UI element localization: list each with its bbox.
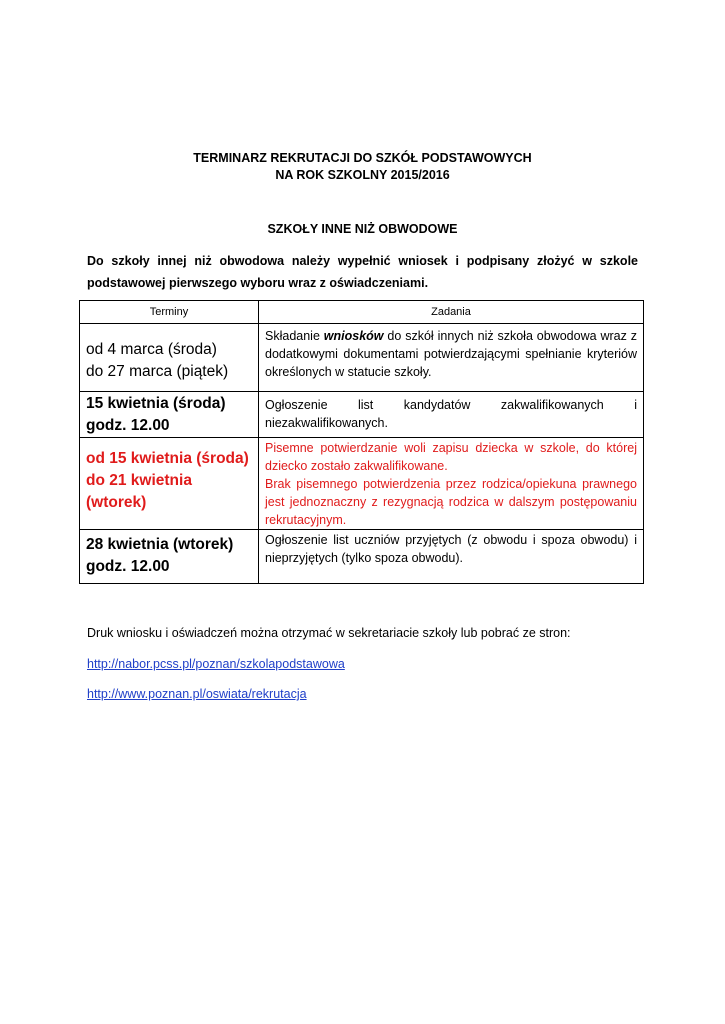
table-row [80,324,644,392]
section-heading: SZKOŁY INNE NIŻ OBWODOWE [267,222,458,236]
term-line: do 27 marca (piątek) [86,363,229,380]
table-row [80,438,644,530]
header-tasks: Zadania [259,301,644,324]
term-line: do 21 kwietnia [86,472,192,489]
term-line: godz. 12.00 [86,558,170,575]
term-line: 28 kwietnia (wtorek) [86,536,234,553]
task-cell [259,324,644,392]
task-text: Składanie [265,329,324,343]
term-cell [80,530,259,584]
schedule-table [79,300,644,584]
task-cell: Ogłoszenie list kandydatów zakwalifikowanych i niezakwalifikowanych. [259,392,644,438]
table-header-row [80,301,644,324]
document-title: TERMINARZ REKRUTACJI DO SZKÓŁ PODSTAWOWYCH [193,151,532,165]
term-line: (wtorek) [86,494,147,511]
task-text: Pisemne potwierdzanie woli zapisu dziecka w szkole, do której dziecko zostało zakwalifikowane. [265,441,637,473]
rekrutacja-link-pcss[interactable]: http://nabor.pcss.pl/poznan/szkolapodstawowa [87,657,345,671]
task-cell: Ogłoszenie list uczniów przyjętych (z obwodu i spoza obwodu) i nieprzyjętych (tylko spoza obwodu). [259,530,644,584]
task-cell [259,438,644,530]
term-line: 15 kwietnia (środa) [86,395,226,412]
term-cell [80,438,259,530]
intro-paragraph: Do szkoły innej niż obwodowa należy wypełnić wniosek i podpisany złożyć w szkole podstawowej pierwszego wyboru wraz z oświadczeniami. [87,254,638,290]
rekrutacja-link-poznan[interactable]: http://www.poznan.pl/oswiata/rekrutacja [87,687,307,701]
task-text: do szkół innych niż szkoła obwodowa wraz z dodatkowymi dokumentami potwierdzającymi spełnianie kryteriów określonych w statucie szkoły. [265,329,637,379]
document-subtitle: NA ROK SZKOLNY 2015/2016 [275,168,450,182]
task-emphasis: wniosków [323,329,384,343]
header-terms: Terminy [80,301,259,324]
term-line: od 15 kwietnia (środa) [86,450,249,467]
task-text: Brak pisemnego potwierdzenia przez rodzica/opiekuna prawnego jest jednoznaczny z rezygnacją rodzica w dalszym postępowaniu rekrutacyjnym. [265,477,637,527]
term-line: od 4 marca (środa) [86,341,217,358]
table-row [80,530,644,584]
term-line: godz. 12.00 [86,417,170,434]
footer-note: Druk wniosku i oświadczeń można otrzymać w sekretariacie szkoły lub pobrać ze stron: [87,626,571,640]
term-cell [80,324,259,392]
table-row [80,392,644,438]
term-cell [80,392,259,438]
